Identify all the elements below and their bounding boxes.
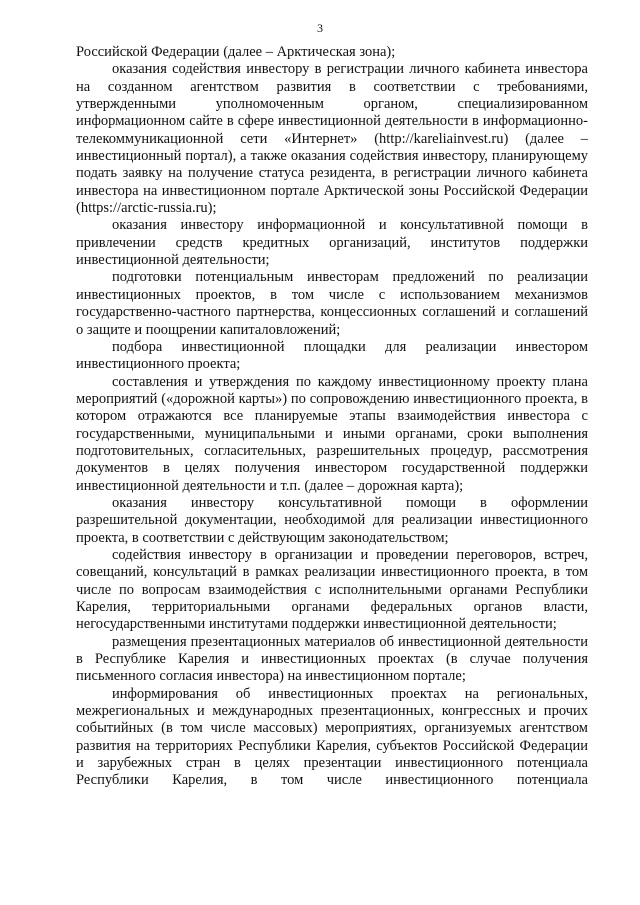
paragraph-site-selection: подбора инвестиционной площадки для реализации инвестором инвестиционного проекта;	[76, 338, 588, 373]
paragraph-information-assistance: оказания инвестору информационной и консультативной помощи в привлечении средств кредитных организаций, институтов поддержки инвестиционной деятельности;	[76, 217, 588, 269]
paragraph-negotiations: содействия инвестору в организации и проведении переговоров, встреч, совещаний, консультаций в рамках реализации инвестиционного проекта, в том числе по вопросам взаимодействия с исполнительными органами Республики Карелия, территориальными органами федеральных органов власти, негосударственными институтами поддержки инвестиционной деятельности;	[76, 546, 588, 633]
paragraph-proposals-preparation: подготовки потенциальным инвесторам предложений по реализации инвестиционных проектов, в том числе с использованием механизмов государственно-частного партнерства, концессионных соглашений и соглашений о защите и поощрении капиталовложений;	[76, 269, 588, 338]
paragraph-arctic-zone: Российской Федерации (далее – Арктическая зона);	[76, 44, 396, 60]
page-number: 3	[317, 21, 323, 35]
paragraph-investor-registration: оказания содействия инвестору в регистрации личного кабинета инвестора на созданном агентством развития в соответствии с требованиями, утвержденными уполномоченным органом, специализированном информационном сайте в сфере инвестиционной деятельности в информационно-телекоммуникационной сети «Интернет» (http://kareliainvest.ru) (далее – инвестиционный портал), а также оказания содействия инвестору, планирующему подать заявку на получение статуса резидента, в регистрации личного кабинета инвестора на инвестиционном портале Арктической зоны Российской Федерации (https://arctic-russia.ru);	[76, 61, 588, 217]
document-body	[76, 44, 588, 790]
paragraph-informing-events: информирования об инвестиционных проектах на региональных, межрегиональных и международных презентационных, конгрессных и прочих событийных (в том числе массовых) мероприятиях, организуемых агентством развития на территориях Республики Карелия, субъектов Российской Федерации и зарубежных стран в целях презентации инвестиционного потенциала Республики Карелия, в том числе инвестиционного потенциала	[76, 685, 588, 789]
paragraph-roadmap: составления и утверждения по каждому инвестиционному проекту плана мероприятий («дорожной карты») по сопровождению инвестиционного проекта, в котором отражаются все планируемые этапы взаимодействия инвестора с государственными, муниципальными и иными органами, сроки выполнения подготовительных, согласительных, разрешительных процедур, рассмотрения документов в целях получения инвестором государственной поддержки инвестиционной деятельности и т.п. (далее – дорожная карта);	[76, 373, 588, 494]
paragraph-presentation-materials: размещения презентационных материалов об инвестиционной деятельности в Республике Карелия и инвестиционных проектах (в случае получения письменного согласия инвестора) на инвестиционном портале;	[76, 633, 588, 685]
paragraph-permit-assistance: оказания инвестору консультативной помощи в оформлении разрешительной документации, необходимой для реализации инвестиционного проекта, в соответствии с действующим законодательством;	[76, 494, 588, 546]
